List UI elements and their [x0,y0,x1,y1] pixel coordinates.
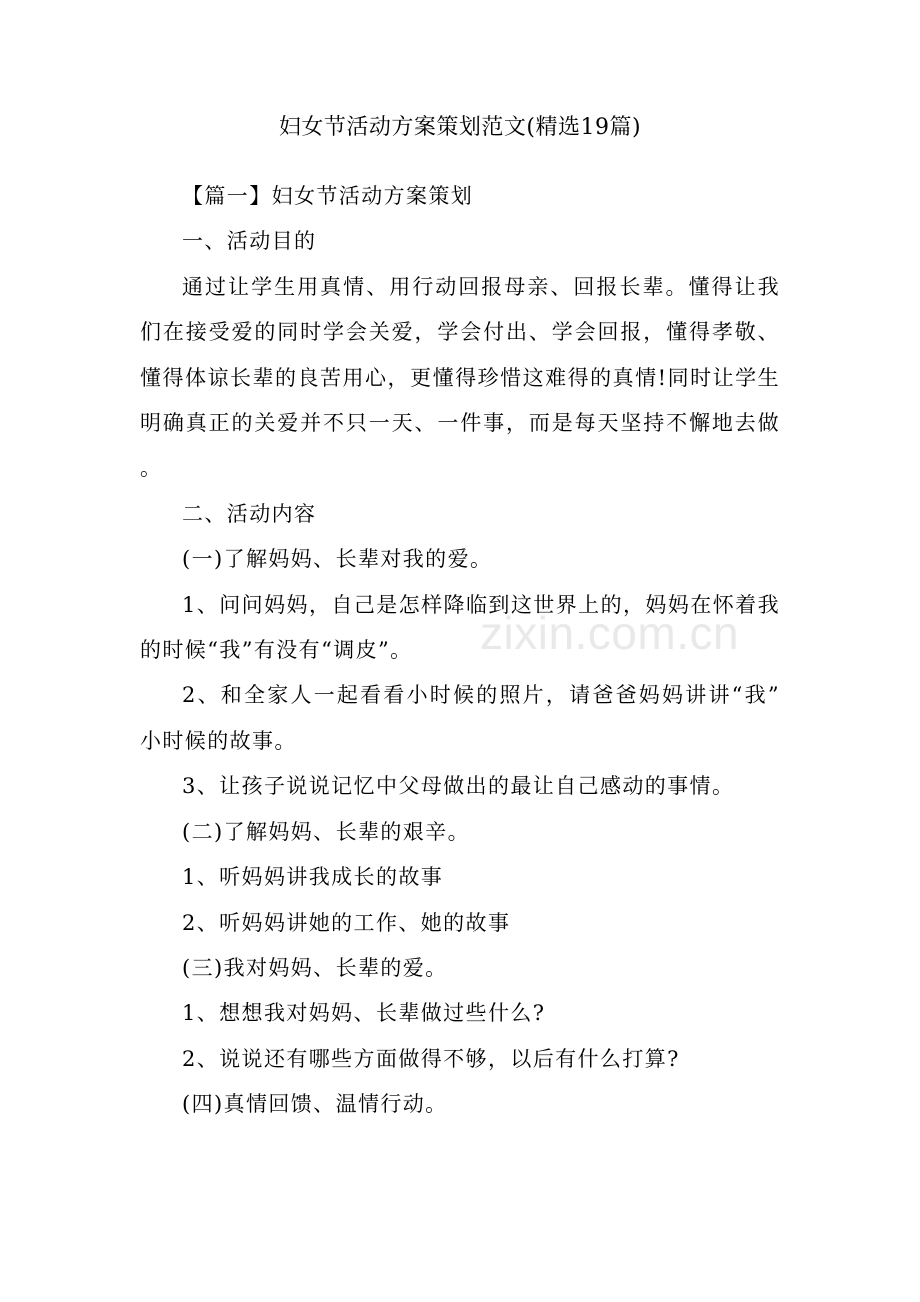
list-item: 3、让孩子说说记忆中父母做出的最让自己感动的事情。 [182,774,735,799]
list-item: 2、和全家人一起看看小时候的照片，请爸爸妈妈讲讲“我”小时候的故事。 [140,683,780,753]
subsection-heading: 二、活动内容 [182,501,317,526]
document-body [140,174,780,1128]
list-item: 2、听妈妈讲她的工作、她的故事 [182,910,511,935]
list-heading: (三)我对妈妈、长辈的爱。 [182,955,448,980]
list-item: 1、听妈妈讲我成长的故事 [182,865,444,890]
watermark: zixin.com.cn [480,607,740,659]
document-title: 妇女节活动方案策划范文(精选19篇) [278,115,642,140]
body-paragraph: 通过让学生用真情、用行动回报母亲、回报长辈。懂得让我们在接受爱的同时学会关爱，学会付出、学会回报，懂得孝敬、懂得体谅长辈的良苦用心，更懂得珍惜这难得的真情!同时让学生明确真正的关爱并不只一天、一件事，而是每天坚持不懈地去做。 [140,274,780,481]
list-heading: (一)了解妈妈、长辈对我的爱。 [182,547,493,572]
list-heading: (二)了解妈妈、长辈的艰辛。 [182,819,470,844]
list-item: 1、想想我对妈妈、长辈做过些什么? [182,1001,546,1026]
list-item: 1、问问妈妈，自己是怎样降临到这世界上的，妈妈在怀着我的时候“我”有没有“调皮”。 [140,592,780,663]
list-heading: (四)真情回馈、温情行动。 [182,1092,448,1117]
subsection-heading: 一、活动目的 [182,229,317,254]
list-item: 2、说说还有哪些方面做得不够，以后有什么打算? [182,1046,680,1071]
section-heading: 【篇一】妇女节活动方案策划 [182,184,474,208]
